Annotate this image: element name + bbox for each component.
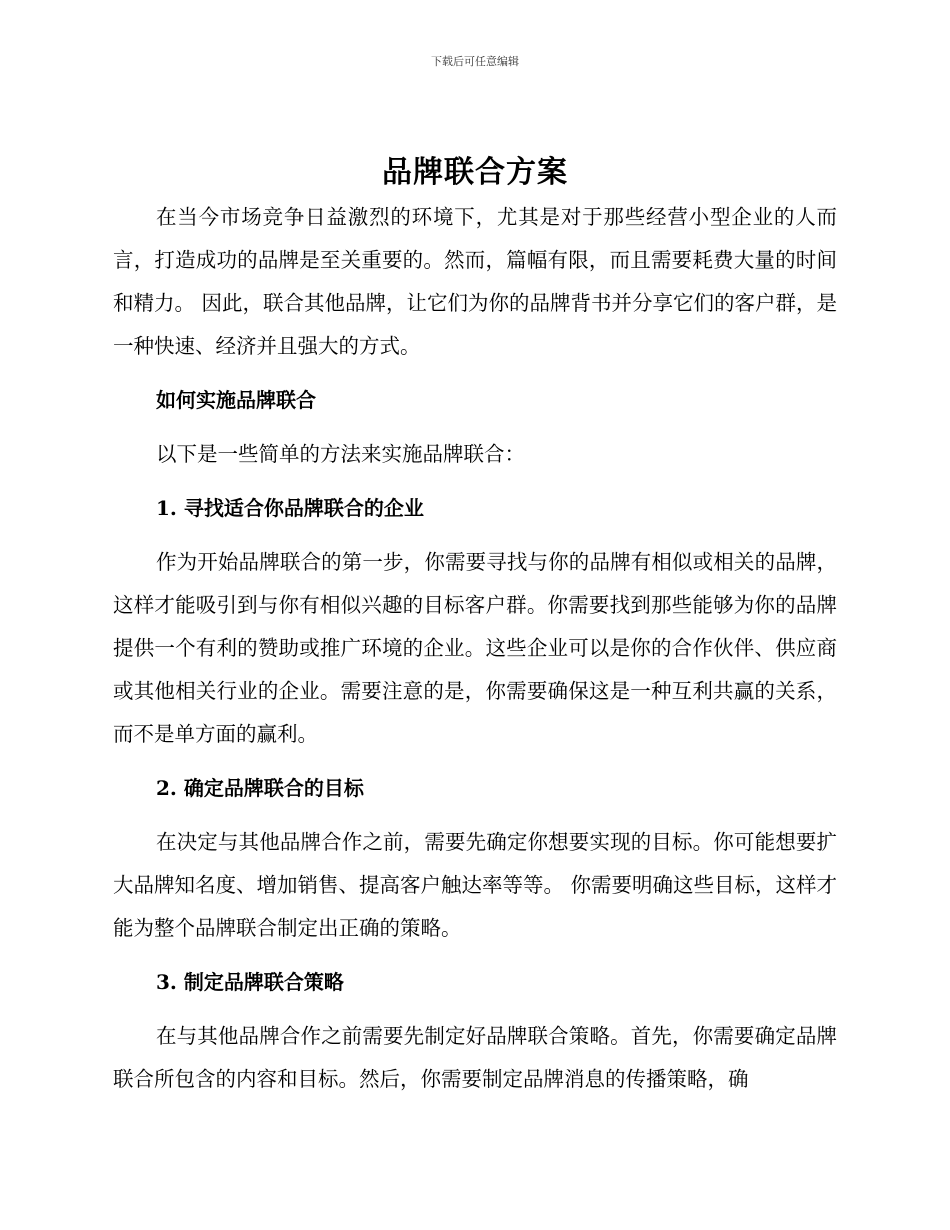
- step-paragraph: 作为开始品牌联合的第一步，你需要寻找与你的品牌有相似或相关的品牌，这样才能吸引到与你有相似兴趣的目标客户群。你需要找到那些能够为你的品牌提供一个有利的赞助或推广环境的企业。这些企业可以是你的合作伙伴、供应商或其他相关行业的企业。需要注意的是，你需要确保这是一种互利共赢的关系，而不是单方面的赢利。: [113, 550, 837, 746]
- step-heading: 2. 确定品牌联合的目标: [156, 776, 364, 800]
- document-body: [113, 150, 837, 1101]
- section-heading: 如何实施品牌联合: [156, 388, 316, 412]
- step-paragraph: 在与其他品牌合作之前需要先制定好品牌联合策略。首先，你需要确定品牌联合所包含的内容和目标。然后，你需要制定品牌消息的传播策略，确: [113, 1024, 837, 1091]
- document-title: 品牌联合方案: [382, 155, 568, 190]
- step-heading: 1. 寻找适合你品牌联合的企业: [156, 496, 424, 520]
- step-paragraph: 在决定与其他品牌合作之前，需要先确定你想要实现的目标。你可能想要扩大品牌知名度、增加销售、提高客户触达率等等。 你需要明确这些目标，这样才能为整个品牌联合制定出正确的策略。: [113, 830, 838, 940]
- section-intro: 以下是一些简单的方法来实施品牌联合：: [156, 442, 525, 466]
- step-heading: 3. 制定品牌联合策略: [156, 970, 344, 994]
- page-header: 下载后可任意编辑: [431, 55, 519, 68]
- intro-paragraph: 在当今市场竞争日益激烈的环境下，尤其是对于那些经营小型企业的人而言，打造成功的品牌是至关重要的。然而，篇幅有限，而且需要耗费大量的时间和精力。 因此，联合其他品牌，让它们为你的品牌背书并分享它们的客户群，是一种快速、经济并且强大的方式。: [113, 205, 838, 358]
